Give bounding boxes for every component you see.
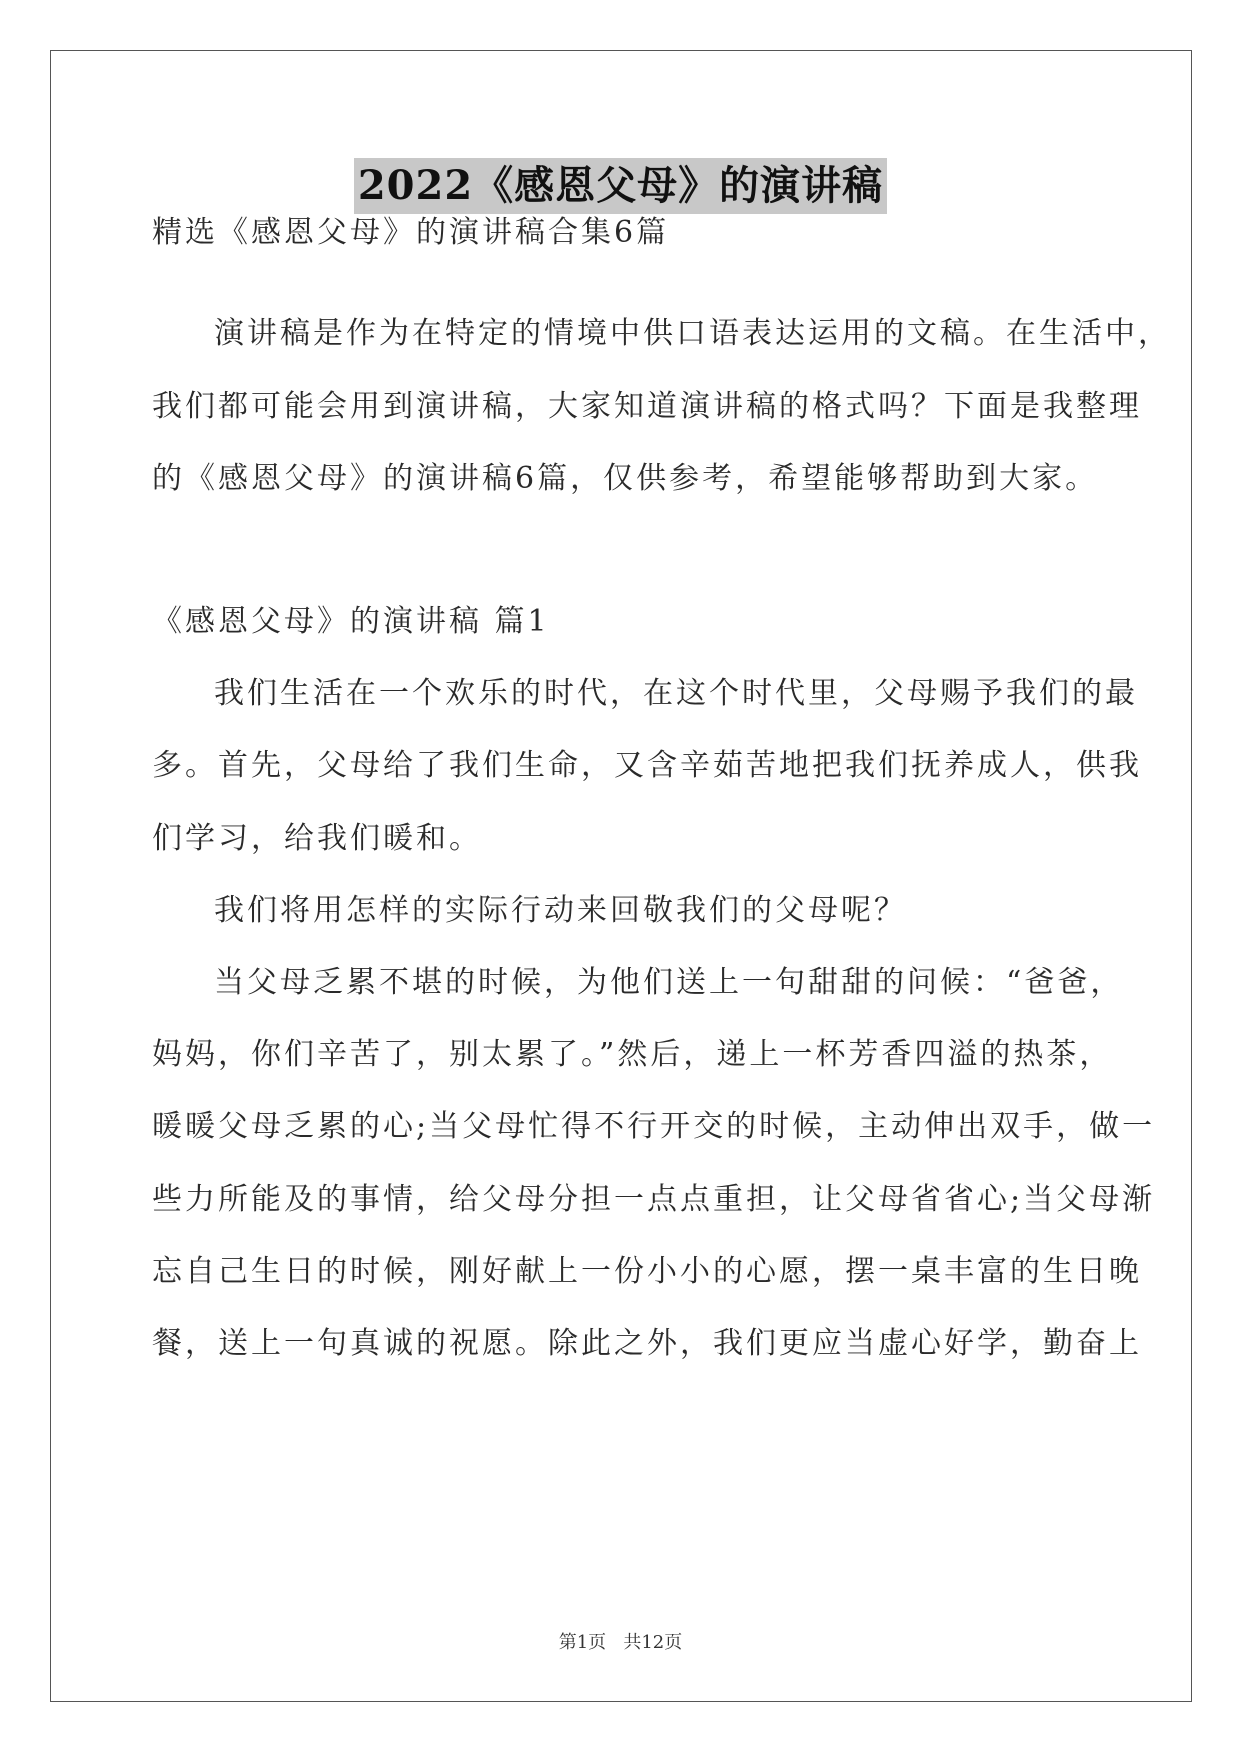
- body-line-1: 我们生活在一个欢乐的时代，在这个时代里，父母赐予我们的最: [214, 676, 1138, 711]
- body-line-9: 忘自己生日的时候，刚好献上一份小小的心愿，摆一桌丰富的生日晚: [152, 1254, 1142, 1289]
- body-line-7: 暖暖父母乏累的心;当父母忙得不行开交的时候，主动伸出双手，做一: [152, 1109, 1156, 1144]
- body-line-10: 餐，送上一句真诚的祝愿。除此之外，我们更应当虚心好学，勤奋上: [152, 1326, 1142, 1361]
- page-border: [50, 50, 1192, 1702]
- body-line-5: 当父母乏累不堪的时候，为他们送上一句甜甜的问候：“爸爸，: [214, 965, 1124, 1000]
- subtitle: 精选《感恩父母》的演讲稿合集6篇: [152, 215, 670, 250]
- intro-line-2: 我们都可能会用到演讲稿，大家知道演讲稿的格式吗？下面是我整理: [152, 389, 1142, 424]
- body-line-6: 妈妈，你们辛苦了，别太累了。”然后，递上一杯芳香四溢的热茶，: [152, 1037, 1113, 1072]
- body-line-2: 多。首先，父母给了我们生命，又含辛茹苦地把我们抚养成人，供我: [152, 748, 1142, 783]
- body-line-3: 们学习，给我们暖和。: [152, 821, 482, 856]
- title-container: [0, 158, 1241, 214]
- intro-line-1: 演讲稿是作为在特定的情境中供口语表达运用的文稿。在生活中，: [214, 316, 1171, 351]
- page-number: 第1页 共12页: [558, 1632, 683, 1653]
- document-title: 2022《感恩父母》的演讲稿: [354, 158, 887, 214]
- intro-line-3: 的《感恩父母》的演讲稿6篇，仅供参考，希望能够帮助到大家。: [152, 461, 1099, 496]
- section-heading: 《感恩父母》的演讲稿 篇1: [152, 604, 550, 639]
- body-line-8: 些力所能及的事情，给父母分担一点点重担，让父母省省心;当父母渐: [152, 1182, 1156, 1217]
- body-line-4: 我们将用怎样的实际行动来回敬我们的父母呢？: [214, 893, 907, 928]
